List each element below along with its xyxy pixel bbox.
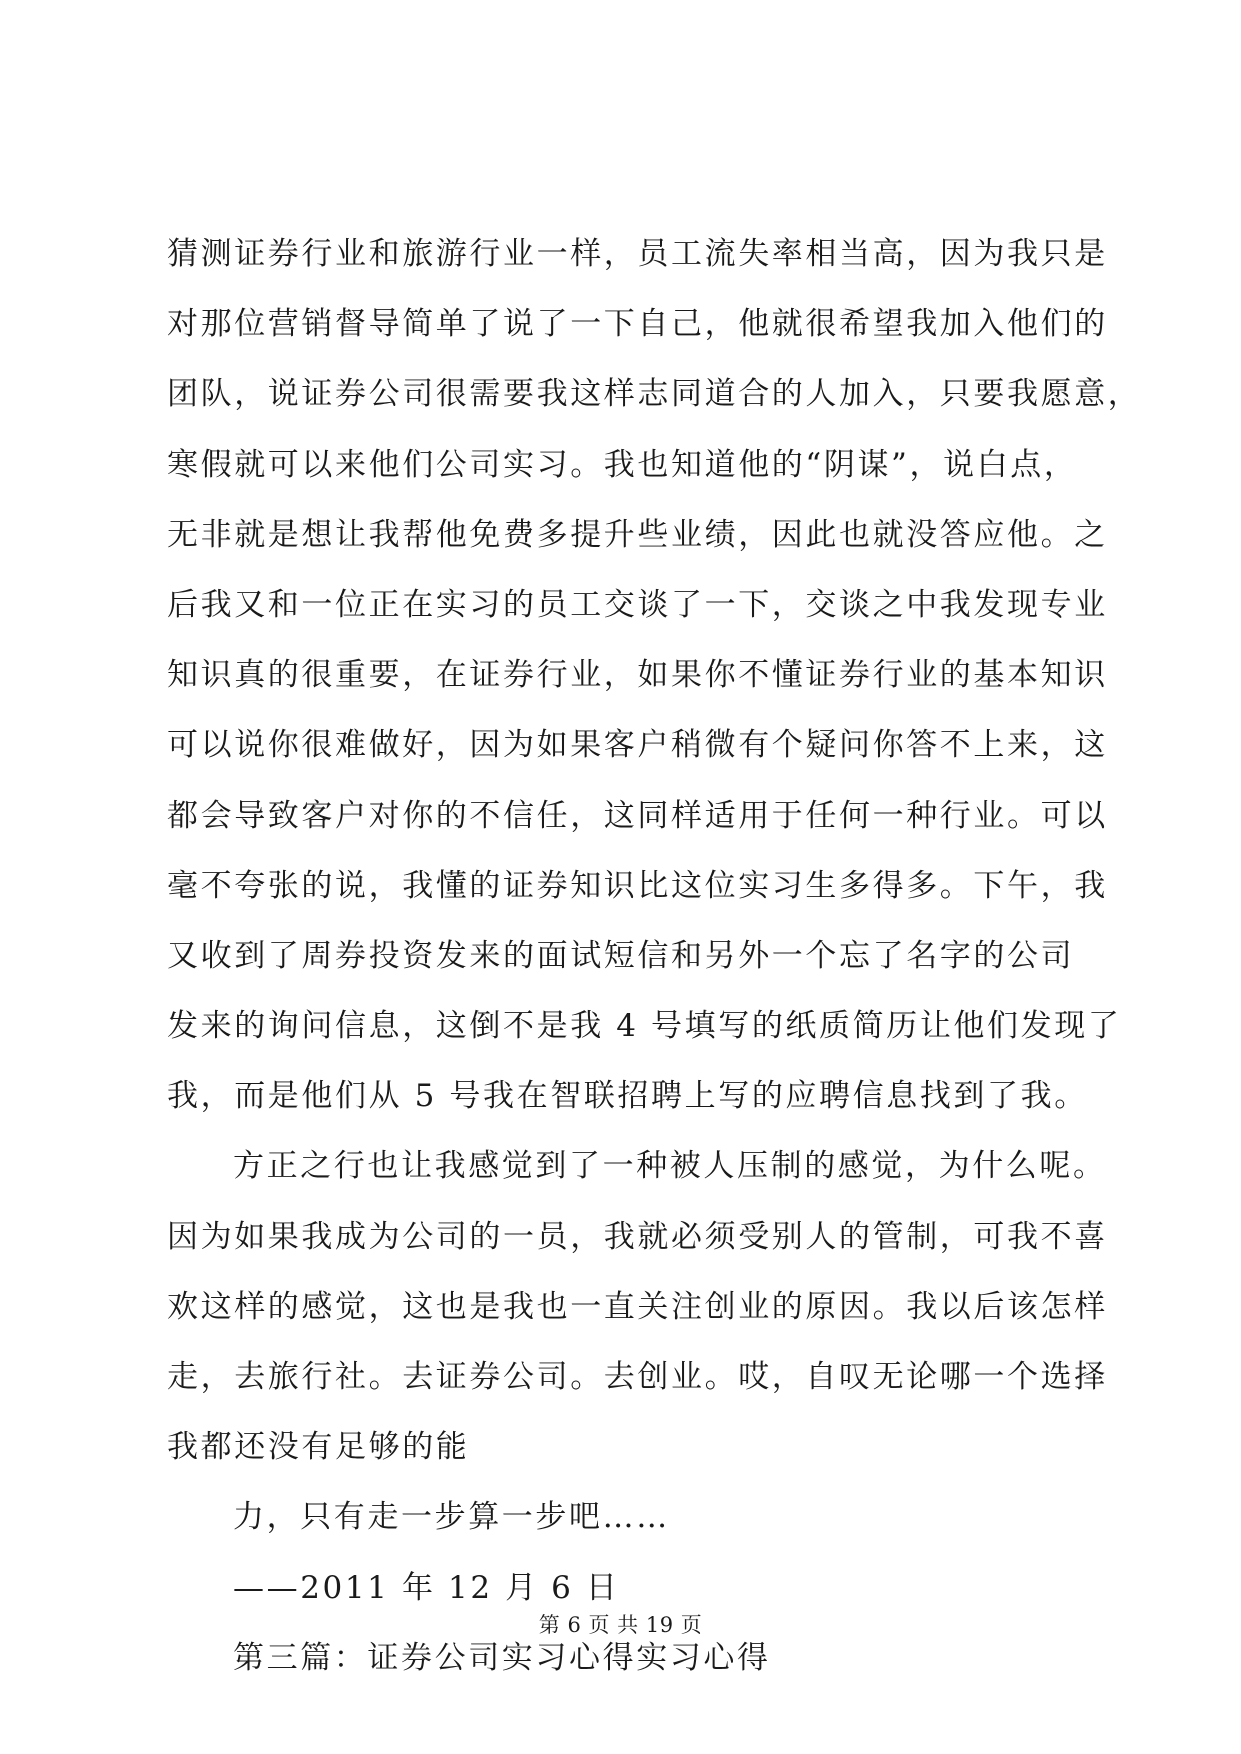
body-line: 毫不夸张的说，我懂的证券知识比这位实习生多得多。下午，我 — [167, 867, 1108, 904]
body-line: 因为如果我成为公司的一员，我就必须受别人的管制，可我不喜 — [167, 1218, 1108, 1255]
body-line: 欢这样的感觉，这也是我也一直关注创业的原因。我以后该怎样 — [167, 1288, 1108, 1325]
body-line: 后我又和一位正在实习的员工交谈了一下，交谈之中我发现专业 — [167, 586, 1108, 623]
document-body — [167, 234, 1142, 1708]
body-line: 无非就是想让我帮他免费多提升些业绩，因此也就没答应他。之 — [167, 516, 1108, 553]
body-line: 走，去旅行社。去证券公司。去创业。哎，自叹无论哪一个选择 — [167, 1359, 1108, 1395]
date-line: ——2011 年 12 月 6 日 — [233, 1569, 620, 1606]
body-line: 猜测证券行业和旅游行业一样，员工流失率相当高，因为我只是 — [167, 236, 1108, 272]
body-line: 对那位营销督导简单了说了一下自己，他就很希望我加入他们的 — [167, 306, 1108, 343]
section-heading: 第三篇：证券公司实习心得实习心得 — [233, 1639, 771, 1676]
body-line: 都会导致客户对你的不信任，这同样适用于任何一种行业。可以 — [167, 797, 1108, 834]
body-line: 团队，说证券公司很需要我这样志同道合的人加入，只要我愿意， — [167, 376, 1142, 413]
body-line: 我，而是他们从 5 号我在智联招聘上写的应聘信息找到了我。 — [167, 1078, 1088, 1115]
body-line: 寒假就可以来他们公司实习。我也知道他的“阴谋”，说白点， — [167, 446, 1078, 483]
body-line: 可以说你很难做好，因为如果客户稍微有个疑问你答不上来，这 — [167, 727, 1108, 764]
body-line: 知识真的很重要，在证券行业，如果你不懂证券行业的基本知识 — [167, 657, 1108, 694]
paragraph-start-line: 力，只有走一步算一步吧…… — [233, 1499, 670, 1536]
body-line: 发来的询问信息，这倒不是我 4 号填写的纸质简历让他们发现了 — [167, 1008, 1122, 1045]
paragraph-start-line: 方正之行也让我感觉到了一种被人压制的感觉，为什么呢。 — [233, 1148, 1107, 1185]
body-line: 又收到了周券投资发来的面试短信和另外一个忘了名字的公司 — [167, 937, 1075, 974]
page-number-footer: 第 6 页 共 19 页 — [538, 1613, 703, 1637]
body-line: 我都还没有足够的能 — [167, 1429, 470, 1466]
